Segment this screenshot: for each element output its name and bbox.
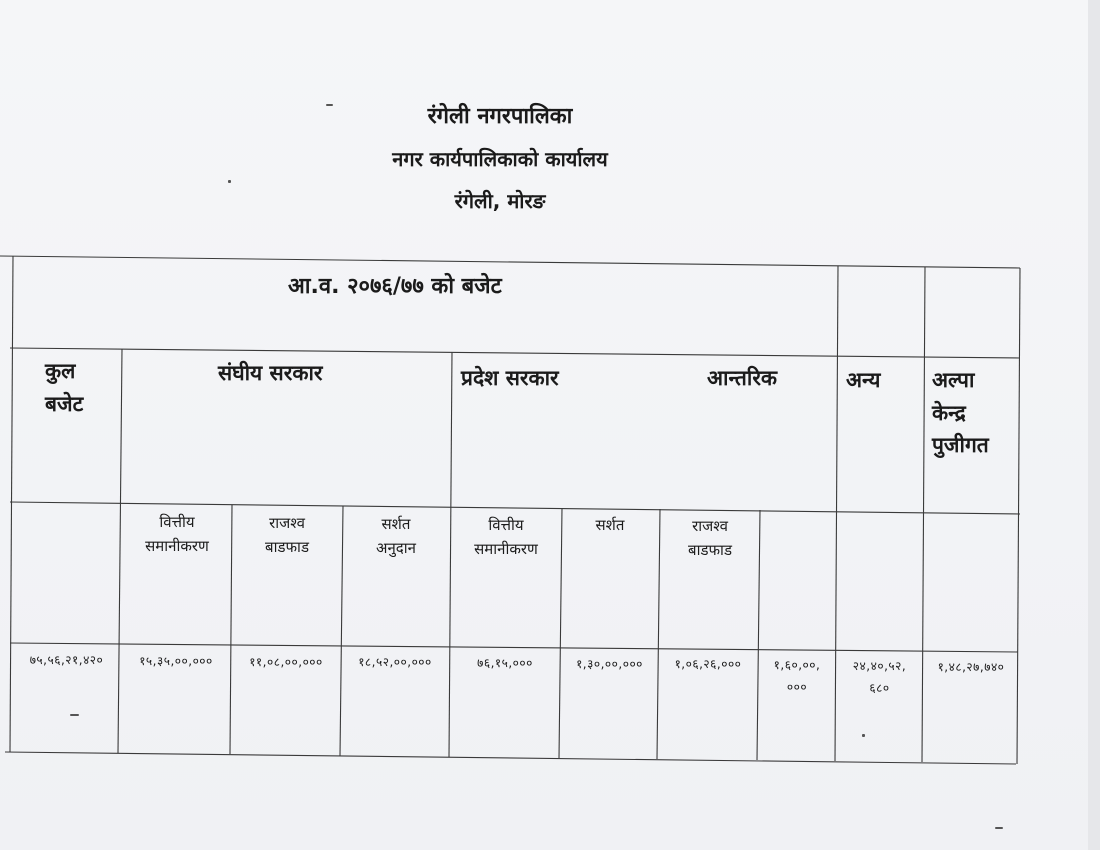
- value-internal: [759, 655, 835, 698]
- capital-header-line2: केन्द्र: [932, 400, 966, 425]
- group-header-top-border: [10, 348, 1020, 358]
- col-border-capital: [922, 267, 925, 762]
- col-border-sub1: [230, 505, 232, 754]
- scan-speck: [70, 714, 79, 716]
- total-budget-header-line1: कुल: [45, 359, 76, 383]
- capital-header-line1: अल्पा: [932, 368, 975, 392]
- table-top-border: [0, 256, 1020, 268]
- subheader-federal-equalization-line2: समानीकरण: [145, 537, 209, 555]
- province-government-header: प्रदेश सरकार: [461, 366, 559, 390]
- col-border-sub5: [657, 509, 660, 759]
- value-federal-equalization: १५,३५,००,०००: [139, 654, 213, 668]
- subheader-federal-revenue: [234, 511, 340, 559]
- subheader-province-equalization: [453, 513, 559, 561]
- scan-speck: [228, 180, 231, 183]
- col-border-sub4: [559, 508, 562, 758]
- value-federal-revenue: ११,०८,००,०००: [249, 655, 323, 669]
- subheader-province-revenue-line1: राजश्व: [692, 517, 728, 535]
- subheader-federal-equalization: [124, 510, 230, 558]
- capital-header-line3: पुजीगत: [932, 433, 989, 458]
- col-border-sub2: [340, 506, 343, 756]
- subheader-federal-conditional-line2: अनुदान: [376, 539, 416, 557]
- subheader-province-equalization-line2: समानीकरण: [474, 540, 538, 558]
- subheader-province-conditional: सर्शत: [595, 516, 625, 534]
- office-address: रंगेली, मोरङ: [454, 189, 546, 213]
- total-budget-header-line2: बजेट: [45, 391, 84, 416]
- value-other-line2: ६८०: [869, 680, 890, 695]
- budget-title: आ.व. २०७६/७७ को बजेट: [288, 274, 502, 299]
- subheader-federal-revenue-line1: राजश्व: [269, 514, 305, 532]
- col-border-total: [118, 349, 122, 753]
- col-border-left: [10, 256, 13, 752]
- internal-header: आन्तरिक: [707, 366, 778, 390]
- scan-speck: [326, 104, 333, 106]
- municipality-name: रंगेली नगरपालिका: [427, 104, 573, 129]
- subheader-province-revenue: [662, 514, 758, 562]
- value-capital: १,४८,२७,७४०: [937, 660, 1005, 674]
- subheader-province-revenue-line2: बाडफाड: [688, 541, 732, 559]
- value-federal-conditional: १८,५२,००,०००: [358, 655, 432, 669]
- value-other: [837, 656, 922, 699]
- scan-speck: [995, 827, 1003, 829]
- value-province-conditional: १,३०,००,०००: [576, 657, 643, 671]
- value-province-equalization: ७६,१५,०००: [477, 656, 533, 670]
- value-total-budget: ७५,५६,२१,४२०: [29, 653, 104, 667]
- col-border-right: [1017, 268, 1020, 764]
- col-border-province: [449, 352, 452, 757]
- scan-speck: [862, 734, 865, 737]
- other-header: अन्य: [846, 368, 881, 392]
- office-name: नगर कार्यपालिकाको कार्यालय: [392, 147, 608, 171]
- value-internal-line1: १,६०,००,: [773, 658, 821, 672]
- value-other-line1: २४,४०,५२,: [852, 659, 907, 673]
- table-bottom-border: [5, 752, 1016, 764]
- subheader-federal-revenue-line2: बाडफाड: [265, 538, 309, 556]
- total-budget-header: [45, 355, 83, 420]
- federal-government-header: संघीय सरकार: [218, 361, 323, 385]
- subheader-federal-equalization-line1: वित्तीय: [159, 513, 195, 531]
- value-internal-line2: ०००: [786, 679, 808, 694]
- capital-header: [932, 364, 989, 462]
- value-province-revenue: १,०६,२६,०००: [674, 657, 742, 671]
- subheader-federal-conditional: [344, 512, 448, 560]
- subheader-province-equalization-line1: वित्तीय: [488, 516, 524, 534]
- subheader-federal-conditional-line1: सर्शत: [381, 515, 411, 533]
